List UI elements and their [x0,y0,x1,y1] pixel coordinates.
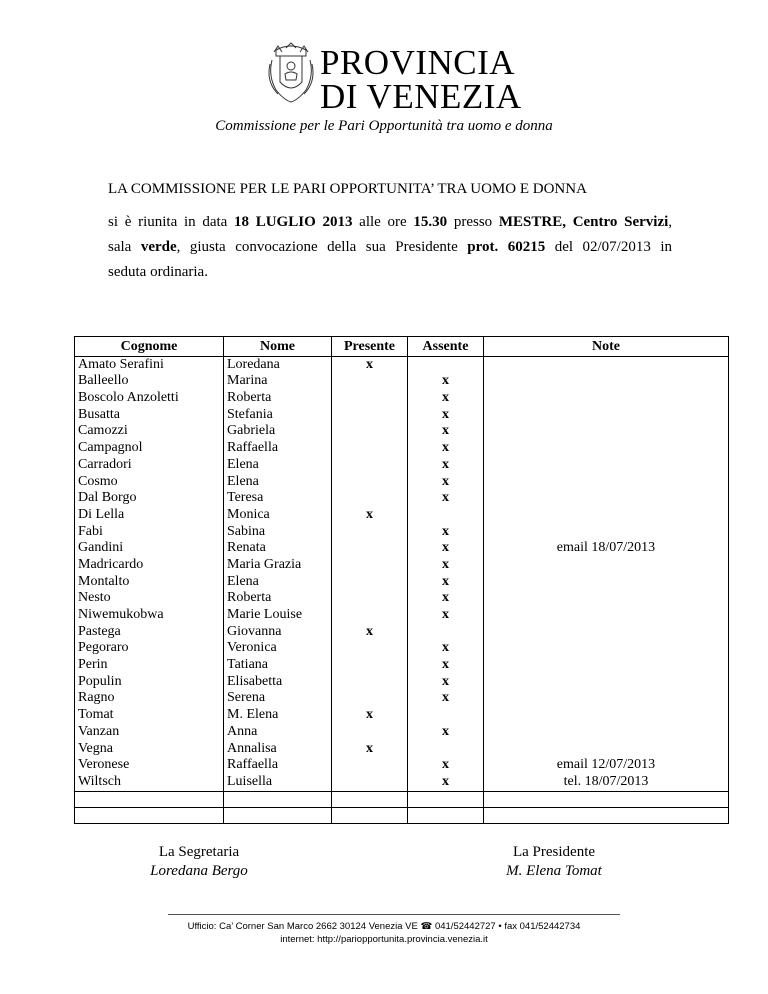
empty-cell [332,807,408,823]
presente-list [335,357,404,791]
cell-presente: x [366,623,373,639]
cell-nome: Elena [227,473,259,489]
cell-nome: Veronica [227,640,277,656]
cell-cognome: Populin [78,673,122,689]
empty-cell [332,791,408,807]
header-cognome: Cognome [75,337,224,357]
empty-cell [484,807,729,823]
cell-note: email 18/07/2013 [556,540,656,556]
cell-presente [335,724,404,741]
cell-cognome: Pegoraro [78,640,129,656]
cell-assente [411,357,480,374]
cell-cognome: Nesto [78,590,111,606]
cell-nome: Giovanna [227,623,282,639]
cell-nome: Anna [227,723,258,739]
cell-presente [335,757,404,774]
cell-nome: Loredana [227,356,280,372]
cognome-column [75,356,224,791]
cell-nome: Marina [227,373,268,389]
cell-cognome: Fabi [78,523,103,539]
cell-note [487,674,725,691]
cell-note [487,707,725,724]
header-presente: Presente [332,337,408,357]
cell-nome: Maria Grazia [227,556,302,572]
cell-note [487,640,725,657]
cell-nome: Teresa [227,490,264,506]
cell-nome: Roberta [227,590,272,606]
cell-cognome: Cosmo [78,473,118,489]
cell-note: tel. 18/07/2013 [563,773,649,789]
cell-nome: M. Elena [227,707,279,723]
cell-note [487,373,725,390]
cell-note [487,724,725,741]
cell-cognome: Gandini [78,540,124,556]
table-header-row [75,337,729,357]
cell-nome: Monica [227,506,270,522]
cell-cognome: Niwemukobwa [78,607,164,623]
cell-presente [335,607,404,624]
cell-note [487,590,725,607]
assente-column [408,356,484,791]
note-column [484,356,729,791]
empty-row [75,807,729,823]
cell-presente [335,390,404,407]
cell-assente [411,507,480,524]
meeting-intro [108,210,672,285]
cell-note [487,490,725,507]
empty-cell [408,791,484,807]
header-nome: Nome [224,337,332,357]
cell-nome: Raffaella [227,440,279,456]
empty-cell [75,807,224,823]
fax-number: fax 041/52442734 [501,921,581,932]
secretary-role: La Segretaria [158,844,240,860]
empty-row [75,791,729,807]
cell-note [487,474,725,491]
office-address: Ufficio: Ca’ Corner San Marco 2662 30124 Venezia VE [187,921,421,932]
header-note: Note [484,337,729,357]
cell-assente [411,624,480,641]
cell-presente [335,590,404,607]
cell-nome: Elena [227,573,259,589]
empty-cell [224,791,332,807]
coat-of-arms-icon [266,42,316,106]
cell-nome: Stefania [227,406,273,422]
intro-text: , giusta convocazione della sua Presidente [176,239,468,255]
cell-cognome: Perin [78,657,108,673]
cell-presente [335,423,404,440]
cell-cognome: Balleello [78,373,129,389]
intro-text: si è riunita in data [108,214,235,230]
cell-note [487,624,725,641]
cell-assente: x [442,673,449,689]
cell-nome: Annalisa [227,740,277,756]
cell-presente [335,490,404,507]
meeting-date: 18 LUGLIO 2013 [234,214,353,230]
cell-cognome: Pastega [78,623,121,639]
cell-cognome: Amato Serafini [78,356,164,372]
cell-presente [335,640,404,657]
cell-assente: x [442,390,449,406]
cell-assente: x [442,573,449,589]
cell-assente: x [442,473,449,489]
cell-presente [335,557,404,574]
intro-line-3: seduta ordinaria. [108,264,208,280]
cell-presente: x [366,506,373,522]
cell-presente [335,524,404,541]
cell-assente: x [442,406,449,422]
cell-assente: x [442,373,449,389]
cell-assente: x [442,490,449,506]
cell-cognome: Dal Borgo [78,490,137,506]
cell-nome: Luisella [227,773,273,789]
cell-presente: x [366,356,373,372]
cell-assente: x [442,690,449,706]
cell-assente: x [442,657,449,673]
brand-line-2: DI VENEZIA [320,77,522,116]
cell-presente [335,674,404,691]
cell-nome: Serena [227,690,266,706]
cell-nome: Renata [227,540,266,556]
footer-address-line [0,920,768,933]
assente-list [411,357,480,791]
intro-line-2 [108,235,672,260]
cell-assente: x [442,556,449,572]
cell-nome: Marie Louise [227,607,303,623]
cell-note [487,423,725,440]
meeting-time: 15.30 [413,214,448,230]
cell-note [487,390,725,407]
phone-number: 041/52442727 [434,921,496,932]
cell-cognome: Ragno [78,690,115,706]
intro-text: alle ore [352,214,414,230]
cell-presente [335,690,404,707]
cell-assente: x [442,773,449,789]
cell-assente [411,741,480,758]
cell-cognome: Madricardo [78,556,144,572]
cell-cognome: Montalto [78,573,130,589]
footer [0,920,768,946]
empty-cell [408,807,484,823]
cell-cognome: Boscolo Anzoletti [78,390,179,406]
letterhead [0,40,768,140]
empty-cell [484,791,729,807]
cell-presente [335,373,404,390]
cell-cognome: Tomat [78,707,114,723]
cell-assente: x [442,640,449,656]
intro-line-1 [108,210,672,235]
attendance-table [74,336,729,824]
cell-presente [335,440,404,457]
cell-nome: Tatiana [227,657,268,673]
cell-note [487,574,725,591]
cell-presente [335,657,404,674]
intro-text: presso [447,214,499,230]
document-heading: LA COMMISSIONE PER LE PARI OPPORTUNITA’ TRA UOMO E DONNA [108,181,587,197]
cell-presente [335,407,404,424]
president-role: La Presidente [512,844,596,860]
cell-cognome: Camozzi [78,423,128,439]
cell-presente [335,774,404,791]
intro-text: del 02/07/2013 in [545,239,672,255]
cell-note [487,690,725,707]
cell-nome: Elena [227,456,259,472]
protocol-number: prot. 60215 [467,239,546,255]
cell-presente [335,474,404,491]
cell-presente [335,457,404,474]
header-assente: Assente [408,337,484,357]
telephone-icon: ☎ [420,921,433,932]
cell-cognome: Busatta [78,406,120,422]
nome-column [224,356,332,791]
cell-note: email 12/07/2013 [556,757,656,773]
cell-nome: Sabina [227,523,266,539]
cell-nome: Raffaella [227,757,279,773]
cell-cognome: Vanzan [78,723,120,739]
cell-assente: x [442,723,449,739]
cell-cognome: Campagnol [78,440,143,456]
footer-website: internet: http://pariopportunita.provincia.venezia.it [280,934,488,945]
empty-cell [224,807,332,823]
commission-subtitle: Commissione per le Pari Opportunità tra uomo e donna [215,118,553,134]
cell-note [487,557,725,574]
intro-text: sala [108,239,141,255]
intro-text: , [668,214,673,230]
cell-cognome: Di Lella [78,506,125,522]
cell-note [487,607,725,624]
cell-note [487,657,725,674]
secretary-name: Loredana Bergo [150,863,248,879]
cell-assente: x [442,590,449,606]
cell-presente [335,574,404,591]
cell-cognome: Vegna [78,740,113,756]
cell-note [487,524,725,541]
cell-nome: Gabriela [227,423,276,439]
cell-note [487,407,725,424]
brand-name [320,43,522,116]
meeting-room: verde [140,239,177,255]
footer-divider [168,914,620,915]
cell-cognome: Veronese [78,757,130,773]
cell-nome: Elisabetta [227,673,283,689]
cell-note [487,457,725,474]
cell-presente [335,540,404,557]
cell-note [487,357,725,374]
cell-presente: x [366,740,373,756]
members-row [75,356,729,791]
cell-cognome: Wiltsch [78,773,121,789]
cell-assente: x [442,523,449,539]
cell-assente [411,707,480,724]
brand-line-1: PROVINCIA [320,43,516,82]
cell-assente: x [442,757,449,773]
secretary-signature [138,843,260,881]
cell-nome: Roberta [227,390,272,406]
cell-assente: x [442,607,449,623]
bullet-separator: • [498,921,502,932]
president-name: M. Elena Tomat [506,863,602,879]
cell-assente: x [442,540,449,556]
cell-note [487,741,725,758]
nome-list [227,357,328,791]
cell-note [487,440,725,457]
empty-cell [75,791,224,807]
president-signature [486,843,622,881]
cell-presente: x [366,707,373,723]
meeting-place: MESTRE, Centro Servizi [498,214,669,230]
cell-note [487,507,725,524]
cognome-list [78,357,220,791]
cell-assente: x [442,440,449,456]
note-list [487,357,725,791]
cell-cognome: Carradori [78,456,132,472]
presente-column [332,356,408,791]
cell-assente: x [442,423,449,439]
cell-assente: x [442,456,449,472]
